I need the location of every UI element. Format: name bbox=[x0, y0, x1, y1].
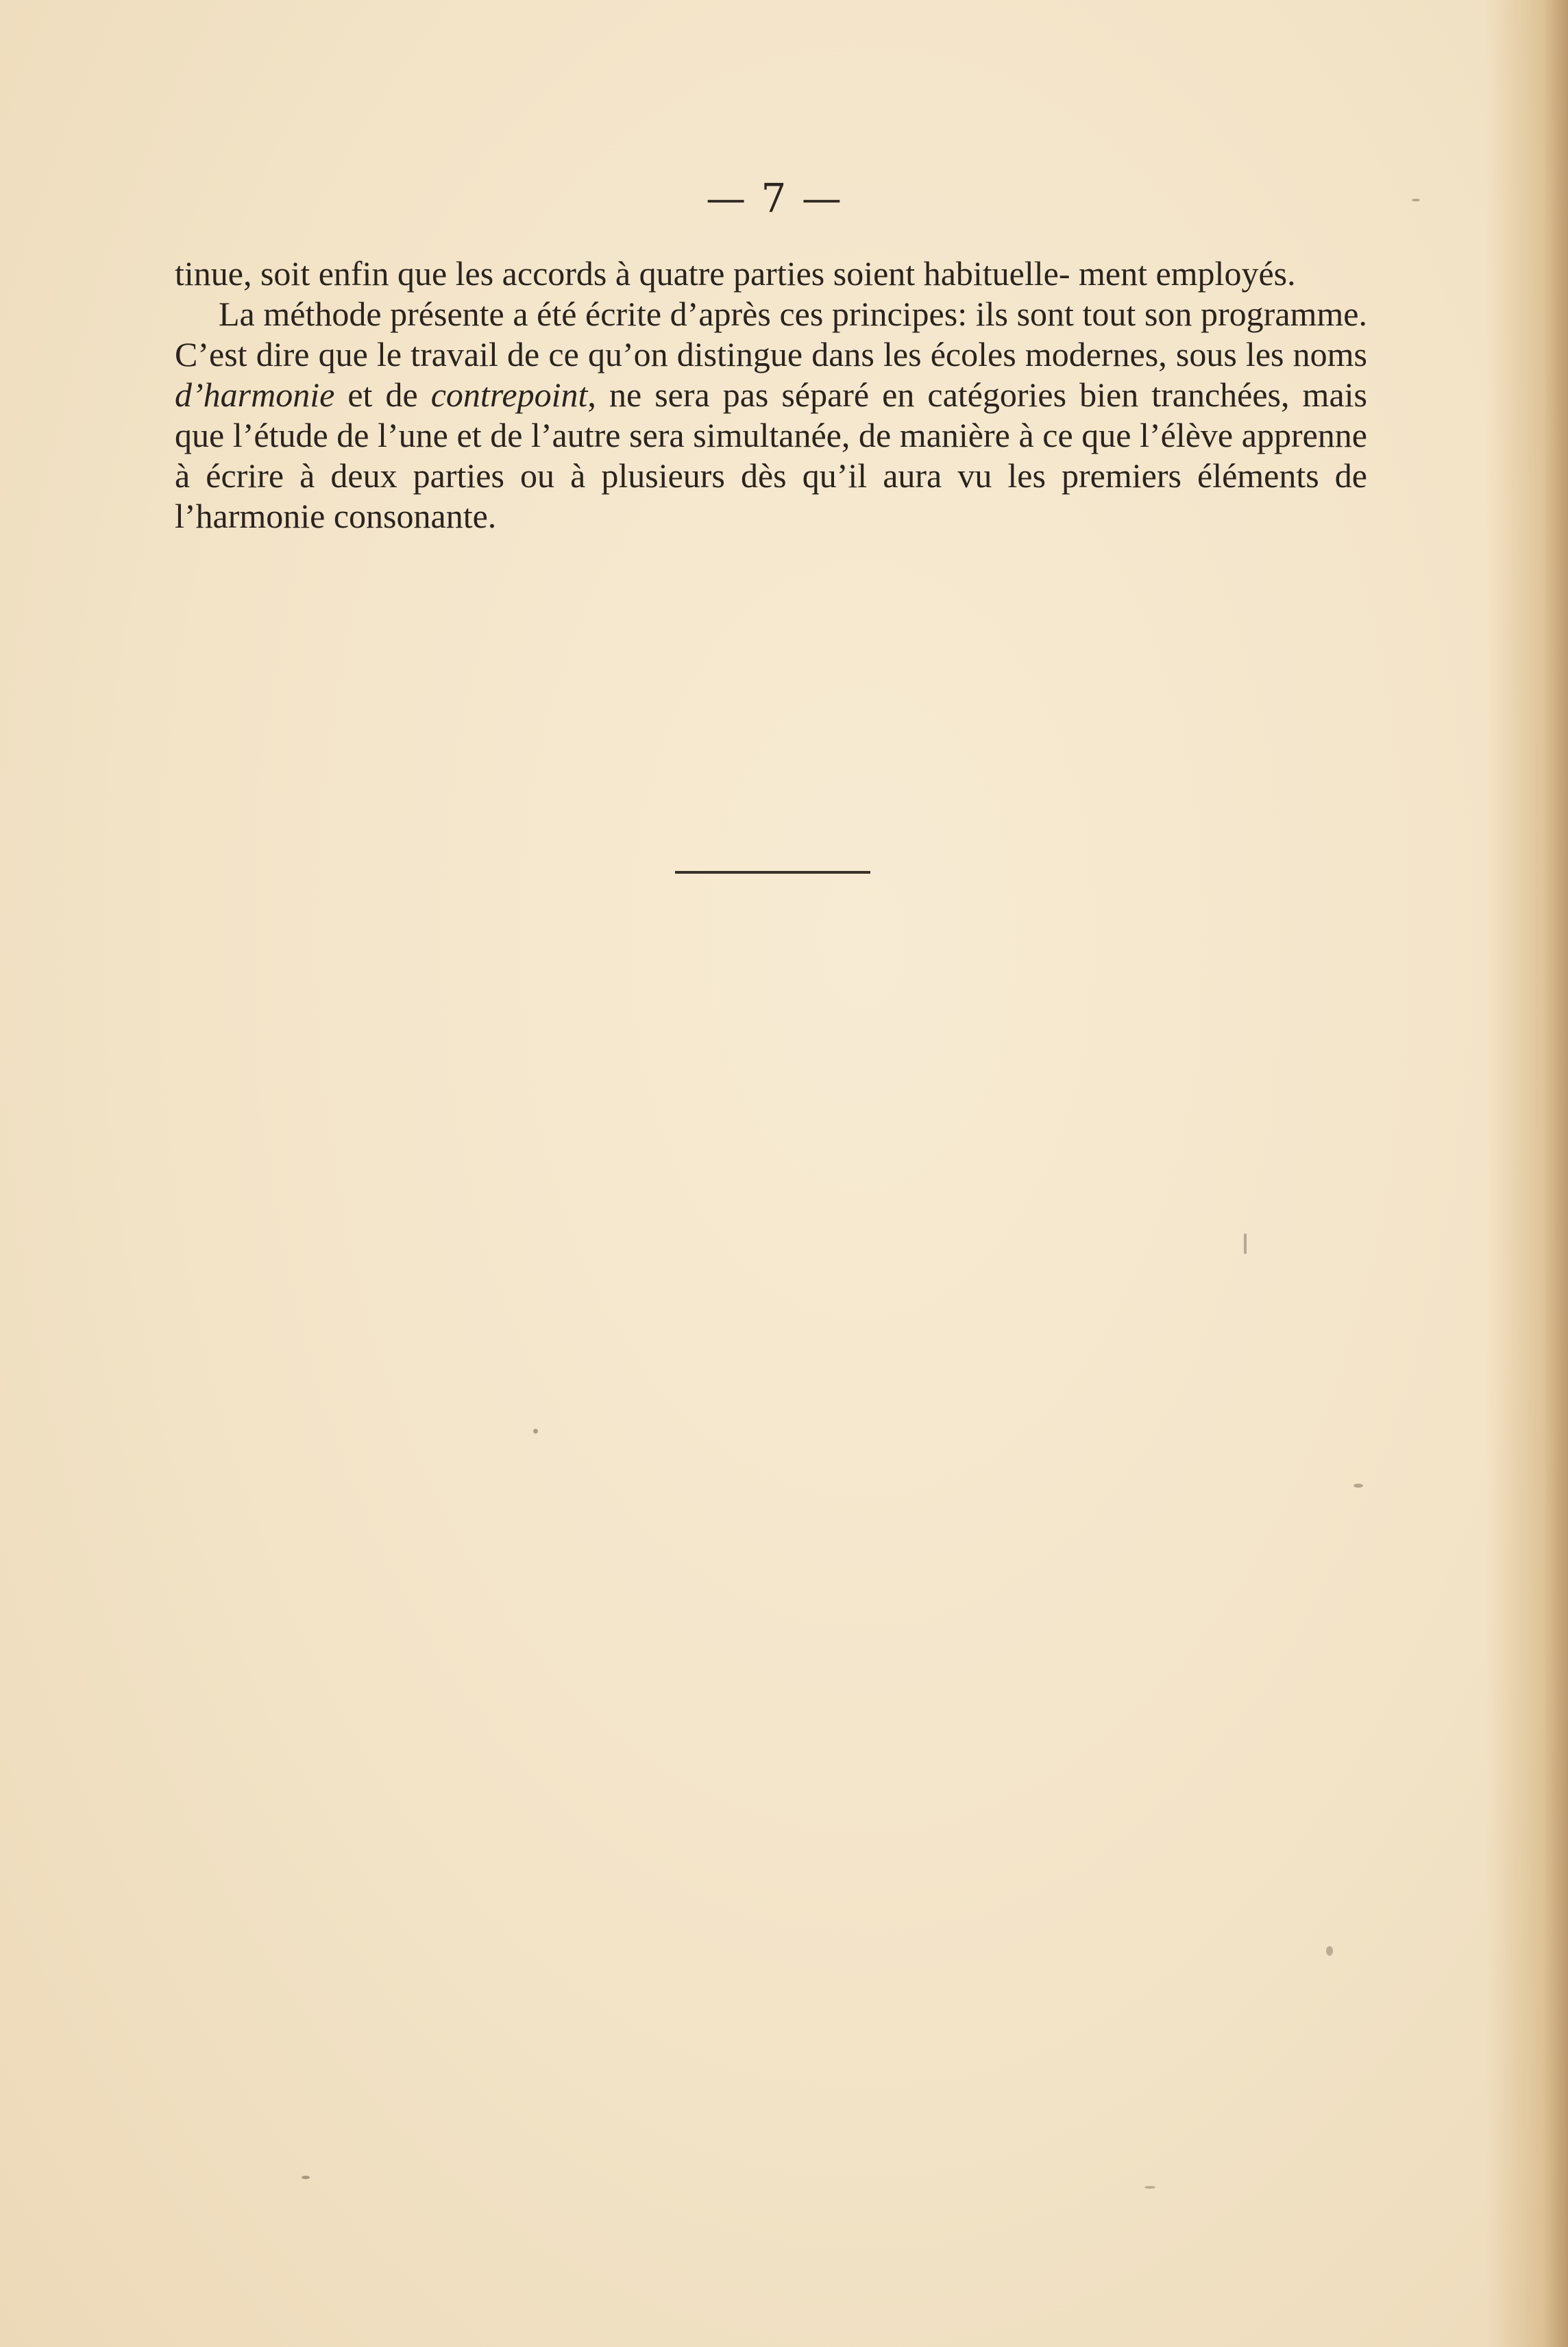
paper-speck bbox=[1412, 199, 1420, 201]
text-segment: La méthode présente a été écrite d’après ces principes: ils sont tout son programme. C’est dire que le travail de ce qu’on distingue dans les écoles modernes, sous les noms bbox=[175, 295, 1367, 373]
paper-mark bbox=[1244, 1233, 1247, 1254]
text-segment: , ne sera pas séparé en catégories bien tranchées, mais que l’étude de l’une et de l’autre sera simultanée, de manière à ce que l’élève apprenne à écrire à deux parties ou à plusieurs dès qu’il aura vu les premiers éléments de l’harmonie consonante. bbox=[175, 376, 1367, 535]
paragraph-2 bbox=[175, 294, 1367, 537]
italic-term-harmonie: d’harmonie bbox=[175, 376, 335, 414]
page-edge-shading bbox=[1486, 0, 1568, 2347]
paragraph-1 bbox=[175, 254, 1367, 294]
paper-speck bbox=[302, 2176, 310, 2179]
body-text bbox=[175, 254, 1367, 537]
section-rule bbox=[675, 871, 870, 874]
page-number: — 7 — bbox=[706, 175, 843, 221]
paper-speck bbox=[1144, 2186, 1155, 2189]
paper-speck bbox=[1353, 1484, 1363, 1488]
text-segment: et de bbox=[334, 376, 431, 414]
paper-speck bbox=[1326, 1946, 1333, 1956]
text-segment: tinue, soit enfin que les accords à quatre parties soient habituelle- ment employés. bbox=[175, 254, 1296, 293]
paper-speck bbox=[533, 1429, 538, 1434]
italic-term-contrepoint: contrepoint bbox=[430, 376, 588, 414]
